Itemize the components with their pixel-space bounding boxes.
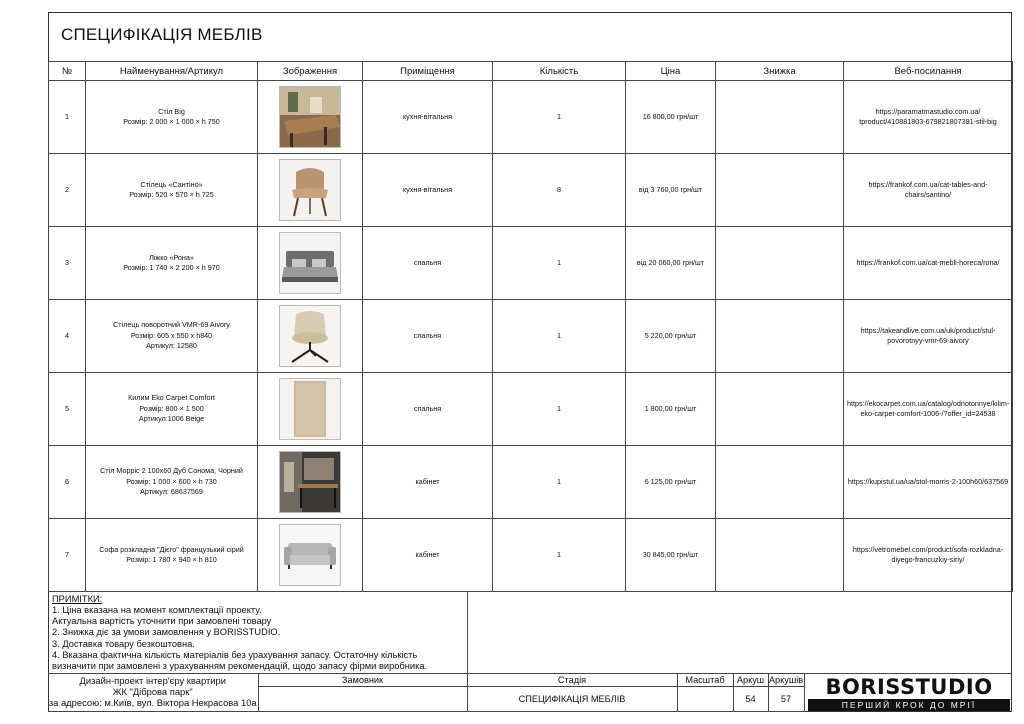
item-room: спальня [363,300,493,373]
item-size: Розмір: 1 740 × 2 200 × h 970 [123,263,220,272]
project-line: ЖК "Діброва парк" [112,686,193,698]
client-label: Замовник [258,674,467,687]
item-name [86,373,258,446]
title-block [48,673,805,712]
stage-label: Стадія [467,674,677,687]
item-discount [716,81,844,154]
item-room: спальня [363,227,493,300]
item-quantity: 1 [493,519,626,592]
item-article: Артикул:1006 Beige [138,414,205,424]
item-title: Килим Eko Carpet Comfort [128,393,215,403]
item-size: Розмір: 2 000 × 1 000 × h 750 [123,117,220,126]
header-price: Ціна [626,62,716,81]
item-discount [716,227,844,300]
item-price: від 20 060,00 грн/шт [626,227,716,300]
item-price: 30 845,00 грн/шт [626,519,716,592]
item-quantity: 1 [493,227,626,300]
swivel-chair-photo [279,305,341,367]
logo-tagline: ПЕРШИЙ КРОК ДО МРІЇ [808,699,1010,711]
row-number: 7 [49,519,86,592]
note-line: 3. Доставка товару безкоштовна. [52,638,195,649]
item-link[interactable]: https://vetromebel.com/product/sofa-rozkladna-diyego-francuzkiy-siriy/ [844,519,1013,592]
item-price: 1 800,00 грн/шт [626,373,716,446]
item-image-cell [258,81,363,154]
item-image-cell [258,227,363,300]
item-size: Розмір: 520 × 570 × h 725 [129,190,214,199]
header-image: Зображення [258,62,363,81]
item-discount [716,300,844,373]
item-price: від 3 760,00 грн/шт [626,154,716,227]
item-title: Стіл Big [158,106,185,116]
item-discount [716,154,844,227]
notes-block [48,592,468,673]
notes-heading: ПРИМІТКИ: [52,594,103,604]
table-row [49,373,1013,446]
header-room: Приміщення [363,62,493,81]
item-article: Артикул: 12580 [146,341,197,351]
row-number: 6 [49,446,86,519]
page-title: СПЕЦИФІКАЦІЯ МЕБЛІВ [61,25,263,44]
item-price: 6 125,00 грн/шт [626,446,716,519]
item-title: Ліжко «Рона» [149,252,194,262]
table-row [49,81,1013,154]
logo-name: BORISSTUDIO [825,675,993,699]
table-row [49,300,1013,373]
item-room: кабінет [363,446,493,519]
item-name [86,300,258,373]
item-price: 5 220,00 грн/шт [626,300,716,373]
item-image-cell [258,519,363,592]
project-info [48,674,258,712]
sheets-label: Аркушів [768,675,804,685]
row-number: 2 [49,154,86,227]
item-link[interactable]: https://ekocarpet.com.ua/catalog/odnotonnye/kilim-eko-carpet-comfort-1006-/?offer_id=24538 [844,373,1013,446]
item-room: кухня-вітальня [363,81,493,154]
item-name [86,227,258,300]
header-web-link: Веб-посилання [844,62,1013,81]
item-link[interactable]: https://frankof.com.ua/cat-mebli-horeca/rona/ [844,227,1013,300]
sheet-number: 54 [733,687,768,712]
row-number: 3 [49,227,86,300]
item-name [86,154,258,227]
table-row [49,519,1013,592]
dining-table-photo [279,86,341,148]
row-number: 5 [49,373,86,446]
item-size: Розмір: 1 780 × 940 × h 810 [126,555,217,564]
header-quantity: Кількість [493,62,626,81]
note-line: 1. Ціна вказана на момент комплектації проекту. [52,605,262,616]
desk-photo [279,451,341,513]
borisstudio-logo [806,676,1012,712]
item-link[interactable]: https://paramatmastudio.com.ua/ tproduct/410881803-679821807391-stil-big [844,81,1013,154]
item-room: спальня [363,373,493,446]
item-image-cell [258,300,363,373]
item-quantity: 1 [493,81,626,154]
item-size: Розмір: 800 × 1 500 [139,403,204,413]
project-address: за адресою: м.Київ, вул. Віктора Некрасова 10а [48,696,257,708]
item-size: Розмір: 605 x 550 x h840 [130,330,213,340]
item-link[interactable]: https://kupistul.ua/ua/stol-morris-2-100h60/637569 [844,446,1013,519]
header-number: № [49,62,86,81]
item-size: Розмір: 1 000 × 600 × h 730 [126,476,217,486]
note-line: визначити при замовлені з урахуванням рекомендацій, щодо запасу фірми виробника. [52,660,428,671]
sofa-photo [279,524,341,586]
specification-table [48,61,1013,592]
item-discount [716,519,844,592]
header-name: Найменування/Артикул [86,62,258,81]
item-room: кабінет [363,519,493,592]
project-line: Дизайн-проект інтер'єру квартири [79,675,226,687]
sheets-total: 57 [768,687,804,712]
item-article: Артикул: 68637569 [140,487,203,497]
item-name [86,519,258,592]
table-row [49,446,1013,519]
item-quantity: 1 [493,446,626,519]
item-link[interactable]: https://takeandlive.com.ua/uk/product/stul-povorotnyy-vmr-69-aivory [844,300,1013,373]
item-quantity: 1 [493,373,626,446]
rug-photo [279,378,341,440]
item-price: 16 800,00 грн/шт [626,81,716,154]
item-image-cell [258,373,363,446]
item-title: Стіл Морріс 2 100х60 Дуб Сонома, Чорний [100,466,243,476]
item-title: Софа розкладна "Дієго" французький сірий [99,544,244,554]
table-row [49,154,1013,227]
table-row [49,227,1013,300]
scale-value [677,687,733,712]
scale-label: Масштаб [677,674,733,687]
item-link[interactable]: https://frankof.com.ua/cat-tables-and-chairs/santino/ [844,154,1013,227]
table-header-row [49,62,1013,81]
item-title: Стілець «Сантіно» [140,179,203,189]
item-name [86,81,258,154]
row-number: 1 [49,81,86,154]
item-image-cell [258,154,363,227]
item-image-cell [258,446,363,519]
client-value [258,687,467,712]
item-name [86,446,258,519]
note-line: 4. Вказана фактична кількість матеріалів без урахування запасу. Остаточну кількість [52,649,418,660]
chair-photo [279,159,341,221]
item-discount [716,373,844,446]
note-line: Актуальна вартість уточнити при замовлені товару [52,616,272,627]
item-quantity: 8 [493,154,626,227]
header-discount: Знижка [716,62,844,81]
note-line: 2. Знижка діє за умови замовлення у BORISSTUDIO. [52,627,281,638]
item-title: Стілець поворотний VMR-69 Aivory [113,320,230,330]
row-number: 4 [49,300,86,373]
bed-photo [279,232,341,294]
sheet-label: Аркуш [733,674,768,687]
item-discount [716,446,844,519]
item-room: кухня-вітальня [363,154,493,227]
stage-value: СПЕЦИФІКАЦІЯ МЕБЛІВ [467,687,677,712]
item-quantity: 1 [493,300,626,373]
